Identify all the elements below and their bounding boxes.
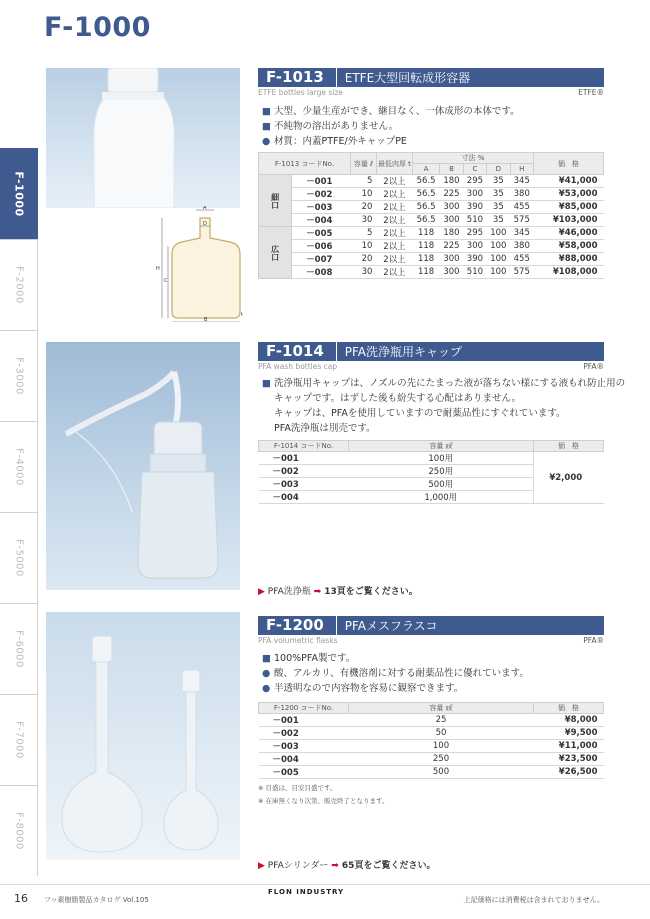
page-number: 16 xyxy=(14,892,28,905)
group-label: 細口 xyxy=(259,175,292,227)
wash-bottle-cap-photo xyxy=(46,342,240,590)
list-item: ● 酸、アルカリ、有機溶剤に対する耐薬品性に優れています。 xyxy=(262,668,529,679)
list-item: ■ 洗浄瓶用キャップは、ノズルの先にたまった液が落ちない様にする液もれ防止用の xyxy=(262,378,626,389)
feature-list xyxy=(262,651,529,696)
side-tab-f8000[interactable]: F-8000 xyxy=(0,785,38,876)
product-code: F-1014 xyxy=(258,342,337,361)
list-item: ● 半透明なので内容物を容易に観察できます。 xyxy=(262,683,464,694)
product-material: PFA® xyxy=(583,636,604,645)
footer-divider xyxy=(0,884,650,885)
list-item: PFA洗浄瓶は別売です。 xyxy=(274,423,376,434)
product-name: ETFE大型回転成形容器 xyxy=(344,71,471,85)
list-item: ■ 大型、少量生産ができ、継目なく、一体成形の本体です。 xyxy=(262,106,520,117)
section-header-f1014 xyxy=(258,342,604,361)
product-name-en: PFA volumetric flasks xyxy=(258,636,338,645)
group-label: 広口 xyxy=(259,227,292,279)
product-code: F-1013 xyxy=(258,68,337,87)
product-name-en: PFA wash bottles cap xyxy=(258,362,338,371)
table-row: －002 50 ¥9,500 xyxy=(259,727,604,740)
table-row: －001 100用 ¥2,000 xyxy=(259,452,604,465)
side-tab-f2000[interactable]: F-2000 xyxy=(0,239,38,330)
spec-table-f1014: F-1014 コードNo. 容量 ㎖ 価 格 －001 100用 ¥2,000 －002 250用 －003 500用 －004 1,000用 xyxy=(258,440,604,504)
section-header-f1013 xyxy=(258,68,604,87)
feature-list xyxy=(262,376,625,436)
diagram-label-d: D xyxy=(203,221,207,227)
table-row: －003 500用 xyxy=(259,478,604,491)
list-item: キャップです。はずした後も紛失する心配はありません。 xyxy=(274,393,522,404)
product-code: F-1200 xyxy=(258,616,337,635)
table-row: 細口 －001 5 2以上 56.5 180 295 35 345 ¥41,000 xyxy=(259,175,604,188)
side-tab-f6000[interactable]: F-6000 xyxy=(0,603,38,694)
product-material: PFA® xyxy=(583,362,604,371)
volumetric-flask-photo xyxy=(46,612,240,860)
spec-table-f1200: F-1200 コードNo. 容量 ㎖ 価 格 －001 25 ¥8,000 －002 50 ¥9,500 －003 100 ¥11,000 －004 250 ¥23,500 －005 500 ¥26,500 xyxy=(258,702,604,779)
list-item: ■ 100%PFA製です。 xyxy=(262,653,356,664)
notes: ※ 目盛は、目安目盛です。 ※ 在庫無くなり次第、販売終了となります。 xyxy=(258,784,389,805)
list-item: ■ 不純物の溶出がありません。 xyxy=(262,121,399,132)
list-item: ● 材質：内蓋PTFE/外キャップPE xyxy=(262,136,407,147)
diagram-label-t: t xyxy=(241,312,243,318)
table-row: －001 25 ¥8,000 xyxy=(259,714,604,727)
section-header-f1200 xyxy=(258,616,604,635)
page-title: F-1000 xyxy=(44,12,151,43)
table-row: －006 10 2以上 118 225 300 100 380 ¥58,000 xyxy=(259,240,604,253)
spec-table-f1013: F-1013 コードNo. 容量 ℓ 最低肉厚 t 寸法 % 価 格 A B C D H 細口 －001 5 2以上 56.5 180 295 35 345 ¥41,000 －002 10 2以上 56.5 225 300 35 380 ¥53,000 －003 20 2以上 56.5 300 390 35 455 ¥85,000 －004 30 2以上 56.5 300 510 35 575 ¥103,000 広口 －005 5 2以上 118 180 295 100 345 ¥46,000 －006 10 2以上 118 225 300 100 380 ¥58,000 －007 20 2以上 118 300 390 100 455 ¥88,000 －008 30 2以上 118 300 510 100 575 ¥108,000 xyxy=(258,152,604,279)
side-tabs xyxy=(0,148,38,876)
diagram-label-c: C xyxy=(164,278,168,284)
diagram-label-h: H xyxy=(156,266,160,272)
reference-link-cylinder[interactable]: ▶ PFAシリンダー ➡ 65頁をご覧ください。 xyxy=(258,861,436,871)
table-row: －003 100 ¥11,000 xyxy=(259,740,604,753)
price-cell: ¥2,000 xyxy=(534,452,604,504)
table-row: －004 1,000用 xyxy=(259,491,604,504)
arrow-right-icon: ➡ xyxy=(313,587,322,597)
product-name-en: ETFE bottles large size xyxy=(258,88,343,97)
diagram-label-b: B xyxy=(204,317,208,322)
table-row: －002 10 2以上 56.5 225 300 35 380 ¥53,000 xyxy=(259,188,604,201)
bottle-photo xyxy=(46,68,240,208)
table-row: －005 500 ¥26,500 xyxy=(259,766,604,779)
reference-link-wash-bottle[interactable]: ▶ PFA洗浄瓶 ➡ 13頁をご覧ください。 xyxy=(258,587,418,597)
side-tab-f1000[interactable]: F-1000 xyxy=(0,148,38,239)
list-item: キャップは、PFAを使用していますので耐薬品性にすぐれています。 xyxy=(274,408,566,419)
arrow-right-icon: ➡ xyxy=(331,861,339,871)
catalog-name: フッ素樹脂製品カタログ Vol.105 xyxy=(44,896,149,904)
side-tab-f5000[interactable]: F-5000 xyxy=(0,512,38,603)
table-row: －008 30 2以上 118 300 510 100 575 ¥108,000 xyxy=(259,266,604,279)
side-tab-f4000[interactable]: F-4000 xyxy=(0,421,38,512)
product-material: ETFE® xyxy=(578,88,604,97)
table-row: 広口 －005 5 2以上 118 180 295 100 345 ¥46,000 xyxy=(259,227,604,240)
side-tab-f7000[interactable]: F-7000 xyxy=(0,694,38,785)
table-row: －003 20 2以上 56.5 300 390 35 455 ¥85,000 xyxy=(259,201,604,214)
feature-list xyxy=(262,104,520,149)
side-tab-f3000[interactable]: F-3000 xyxy=(0,330,38,421)
product-name: PFA洗浄瓶用キャップ xyxy=(344,345,463,359)
table-row: －004 250 ¥23,500 xyxy=(259,753,604,766)
table-row: －004 30 2以上 56.5 300 510 35 575 ¥103,000 xyxy=(259,214,604,227)
table-row: －002 250用 xyxy=(259,465,604,478)
bottle-dimension-diagram xyxy=(150,206,246,322)
tax-note: 上記価格には消費税は含まれておりません。 xyxy=(463,896,604,904)
diagram-label-a: A xyxy=(203,206,207,211)
table-row: －007 20 2以上 118 300 390 100 455 ¥88,000 xyxy=(259,253,604,266)
company-logo: FLON INDUSTRY xyxy=(268,888,345,896)
product-name: PFAメスフラスコ xyxy=(344,619,438,633)
